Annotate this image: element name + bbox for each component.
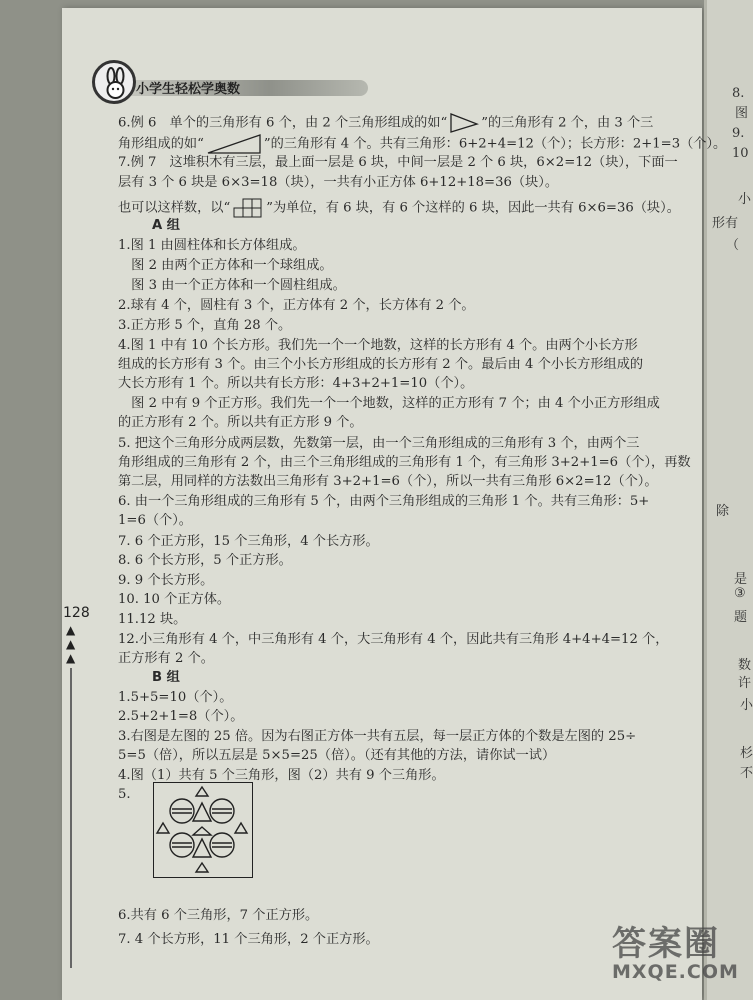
line-text: 的正方形有 2 个。所以共有正方形 9 个。 <box>118 415 363 430</box>
answer-line <box>118 649 214 668</box>
answer-line <box>118 434 639 453</box>
line-text: 1=6（个）。 <box>118 513 192 528</box>
answer-line <box>118 173 558 192</box>
line-text: 大长方形有 1 个。所以共有长方形：4+3+2+1=10（个）。 <box>118 376 474 391</box>
line-text: 10. 10 个正方体。 <box>118 592 231 607</box>
line-text: 4.图 1 中有 10 个长方形。我们先一个一个地数，这样的长方形有 4 个。由两个小长方形 <box>118 338 638 353</box>
answer-line <box>118 413 363 432</box>
page-triangle-marks: ▲ ▲ ▲ <box>66 623 76 665</box>
right-fragment: 不 <box>740 766 753 781</box>
answer-line <box>118 571 213 590</box>
right-fragment: 10 <box>732 146 749 161</box>
watermark-title: 答案圈 <box>612 924 720 964</box>
line-text: 5=5（倍），所以五层是 5×5=25（倍）。（还有其他的方法，请你试一试） <box>118 748 556 763</box>
right-fragment: 题 <box>734 610 748 625</box>
circle-triangle-figure <box>153 782 253 878</box>
answer-line <box>118 276 346 295</box>
line-text: 7. 6 个正方形，15 个三角形，4 个长方形。 <box>118 534 379 549</box>
line-text: 1.图 1 由圆柱体和长方体组成。 <box>118 238 306 253</box>
answer-line <box>118 906 318 925</box>
line-text: 5. 把这个三角形分成两层数，先数第一层，由一个三角形组成的三角形有 3 个，由两个三 <box>118 436 640 451</box>
line-text: 组成的长方形有 3 个。由三个小长方形组成的长方形有 2 个。最后由 4 个小长方形组成的 <box>118 357 644 372</box>
right-fragment: 除 <box>716 504 730 519</box>
answer-line <box>118 590 230 609</box>
line-text: 7.例 7 这堆积木有三层，最上面一层是 6 块，中间一层是 2 个 6 块，6×2=12（块），下面一 <box>118 155 678 170</box>
line-text: 6. 由一个三角形组成的三角形有 5 个，由两个三角形组成的三角形 1 个。共有三角形：5+ <box>118 494 650 509</box>
line-text: 2.球有 4 个，圆柱有 3 个，正方体有 2 个，长方体有 2 个。 <box>118 298 475 313</box>
answer-line <box>118 707 243 726</box>
right-fragment: （ <box>726 238 740 253</box>
line-text: ”的三角形有 2 个，由 3 个三 <box>481 115 654 131</box>
line-text: ”为单位，有 6 块，有 6 个这样的 6 块，因此一共有 6×6=36（块）。 <box>266 200 680 216</box>
answer-line <box>118 785 131 804</box>
line-text: 1.5+5=10（个）。 <box>118 690 233 705</box>
line-text: 11.12 块。 <box>118 612 187 627</box>
line-text: 8. 6 个长方形，5 个正方形。 <box>118 553 292 568</box>
line-text: 9. 9 个长方形。 <box>118 573 214 588</box>
answer-line <box>118 296 475 315</box>
right-fragment: 9. <box>732 126 745 141</box>
answer-line <box>118 688 232 707</box>
answer-line <box>118 551 292 570</box>
right-fragment: 小 <box>740 698 753 713</box>
tri-wide-figure-icon <box>204 137 264 152</box>
answer-line <box>118 746 555 765</box>
section-heading <box>152 216 180 235</box>
answer-line <box>118 472 658 491</box>
line-text: 3.正方形 5 个，直角 28 个。 <box>118 318 292 333</box>
line-text: 5. <box>118 787 131 802</box>
section-heading <box>152 668 180 687</box>
book-title: 小学生轻松学奥数 <box>136 82 241 97</box>
answer-line <box>118 453 691 472</box>
right-fragment: ③ <box>734 586 746 601</box>
line-text: B 组 <box>152 670 180 685</box>
line-text: 角形组成的如“ <box>118 136 204 152</box>
line-text: 第二层，用同样的方法数出三角形有 3+2+1=6（个），所以一共有三角形 6×2=12（个）。 <box>118 474 658 489</box>
right-fragment: 图 <box>735 106 749 121</box>
watermark <box>612 916 739 983</box>
answer-line <box>118 236 306 255</box>
answer-line <box>118 256 333 275</box>
line-text: 角形组成的三角形有 2 个，由三个三角形组成的三角形有 1 个，有三角形 3+2+1=6（个），再数 <box>118 455 691 470</box>
right-fragment: 许 <box>738 676 752 691</box>
answer-line <box>118 316 291 335</box>
answer-line <box>118 336 638 355</box>
answer-line <box>118 727 636 746</box>
line-text: 3.右图是左图的 25 倍。因为右图正方体一共有五层，每一层正方体的个数是左图的 25÷ <box>118 729 637 744</box>
answer-line <box>118 532 379 551</box>
answer-line <box>118 153 678 172</box>
line-text: 图 3 由一个正方体和一个圆柱组成。 <box>118 278 346 293</box>
right-fragment: 杉 <box>740 746 753 761</box>
answer-line <box>118 374 473 393</box>
right-fragment: 形有 <box>712 216 739 231</box>
line-text: 6.共有 6 个三角形，7 个正方形。 <box>118 908 319 923</box>
line-text: 2.5+2+1=8（个）。 <box>118 709 244 724</box>
answer-line <box>118 630 668 649</box>
cubes-figure-icon <box>230 201 266 216</box>
line-text: 7. 4 个长方形，11 个三角形，2 个正方形。 <box>118 932 379 947</box>
answer-line <box>118 196 680 220</box>
answer-line <box>118 133 726 155</box>
answer-line <box>118 394 660 413</box>
line-text: 也可以这样数，以“ <box>118 200 231 216</box>
line-text: 6.例 6 单个的三角形有 6 个，由 2 个三角形组成的如“ <box>118 115 448 131</box>
answer-line <box>118 610 186 629</box>
answer-line <box>118 355 643 374</box>
right-fragment: 8. <box>732 86 745 101</box>
answer-line <box>118 112 653 134</box>
page-number: 128 <box>63 605 90 621</box>
line-text: 图 2 中有 9 个正方形。我们先一个一个地数，这样的正方形有 7 个；由 4 个小正方形组成 <box>118 396 660 411</box>
watermark-url: MXQE.COM <box>612 961 739 983</box>
answer-line <box>118 930 379 949</box>
line-text: A 组 <box>152 218 180 233</box>
right-fragment: 数 <box>738 658 752 673</box>
line-text: 正方形有 2 个。 <box>118 651 214 666</box>
answer-line <box>118 492 649 511</box>
line-text: 层有 3 个 6 块是 6×3=18（块），一共有小正方体 6+12+18=36（块）。 <box>118 175 559 190</box>
line-text: 图 2 由两个正方体和一个球组成。 <box>118 258 333 273</box>
line-text: 4.图（1）共有 5 个三角形，图（2）共有 9 个三角形。 <box>118 768 445 783</box>
answer-line <box>118 511 192 530</box>
line-text: ”的三角形有 4 个。共有三角形：6+2+4=12（个）；长方形：2+1=3（个）。 <box>263 136 727 152</box>
tri-right-figure-icon <box>447 116 481 131</box>
rabbit-logo-icon <box>92 60 136 104</box>
right-fragment: 小 <box>738 192 752 207</box>
right-fragment: 是 <box>734 572 748 587</box>
line-text: 12.小三角形有 4 个，中三角形有 4 个，大三角形有 4 个，因此共有三角形 4+4+4=12 个， <box>118 632 669 647</box>
side-rule <box>70 668 72 968</box>
